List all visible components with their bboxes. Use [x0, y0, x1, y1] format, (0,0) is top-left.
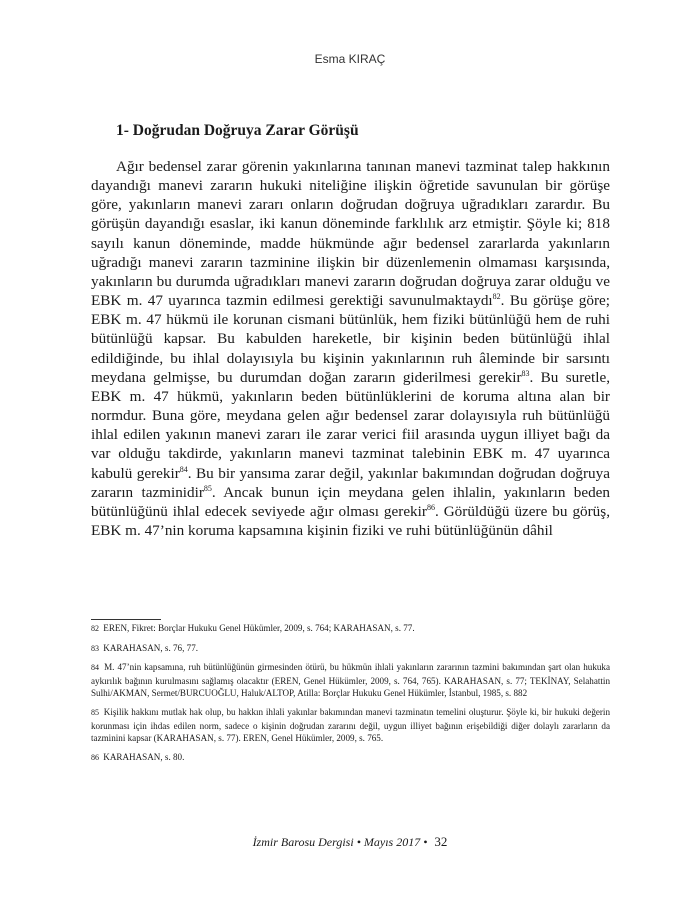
- text-run: Ağır bedensel zarar görenin yakınlarına tanınan manevi tazminat talep hakkının dayandığı manevi zararın hukuki niteliğine ilişkin öğretide savunulan bir görüşe göre, yakınların manevi zararı onların doğrudan doğruya uğradıkları zarardır. Bu görüşün dayandığı esaslar, iki kanun döneminde farklılık arz etmiştir. Şöyle ki; 818 sayılı kanun döneminde, madde hükmünde ağır bedensel zararlarda yakınların uğradığı manevi zararın tazminine ilişkin bir düzenlemenin olmaması karşısında, yakınların bu durumda uğradıkları manevi zararın doğrudan doğruya zarar olduğu ve EBK m. 47 uyarınca tazmin edilmesi gerektiği savunulmaktaydı: [91, 158, 610, 310]
- footnote-number: 85: [91, 707, 99, 717]
- text-run: . Bu görüşe göre; EBK m. 47 hükmü ile korunan cismani bütünlük, hem fiziki bütünlüğü hem de ruhi bütünlüğü kapsar. Bu kabulden hareketle, bir kişinin beden bütünlüğü ihlal edildiğinde, bu ihlal dolayısıyla bu kişinin yakınlarının ruh âleminde bir sarsıntı meydana gelmişse, bu durumdan doğan zararın giderilmesi gerekir: [91, 292, 610, 386]
- footnote-84: [91, 661, 610, 700]
- footnote-85: [91, 706, 610, 745]
- text-run: . Ancak bunun için meydana gelen ihlalin, yakınların beden bütünlüğünü ihlal edecek seviyede ağır olması gerekir: [91, 483, 611, 520]
- footer-separator: •: [420, 835, 431, 849]
- footnote-number: 84: [91, 663, 99, 673]
- footnote-86: [91, 751, 610, 765]
- text-run: . Bu suretle, EBK m. 47 hükmü, yakınların beden bütünlüklerini de koruma altına alan bir normdur. Buna göre, meydana gelen ağır bedensel zarar dolayısıyla ruh bütünlüğü ihlal edilen yakının manevi zararı ile zarar verici fiil arasında uygun illiyet bağı da var olduğu takdirde, yakınların manevi tazminat talebinin EBK m. 47 uyarınca kabulü gerekir: [91, 368, 610, 482]
- header-author: Esma KIRAÇ: [314, 52, 386, 66]
- text-run: . Görüldüğü üzere bu görüş, EBK m. 47’nin koruma kapsamına kişinin fiziki ve ruhi bütünlüğünün dâhil: [91, 502, 610, 539]
- footnote-ref-85[interactable]: 85: [203, 483, 212, 493]
- footer-separator: •: [353, 835, 364, 849]
- footnote-ref-82[interactable]: 82: [492, 292, 501, 302]
- footnote-ref-86[interactable]: 86: [426, 502, 435, 512]
- text-run: . Bu bir yansıma zarar değil, yakınlar bakımından doğrudan doğruya zararın tazminidir: [91, 464, 610, 501]
- body-paragraph: [91, 157, 610, 540]
- footnote-divider: [91, 619, 161, 620]
- section-title: 1- Doğrudan Doğruya Zarar Görüşü: [116, 122, 359, 139]
- footnote-number: 83: [91, 643, 99, 653]
- page-number: 32: [434, 834, 448, 849]
- running-header: [0, 52, 700, 66]
- footnote-text: Kişilik hakkını mutlak hak olup, bu hakkın ihlali yakınlar bakımından manevi tazminatın temelini oluşturur. Şöyle ki, bir hukuki değerin korunması için ihdas edilen norm, sadece o kişinin doğrudan zararını değil, uygun illiyet bağının erişebildiği diğer dolaylı zararların da tazminini kapsar (KARAHASAN, s. 77). EREN, Genel Hükümler, 2009, s. 765.: [91, 706, 610, 744]
- footnote-number: 82: [91, 624, 99, 633]
- footnote-text: KARAHASAN, s. 76, 77.: [103, 642, 199, 653]
- journal-name: İzmir Barosu Dergisi: [252, 835, 354, 849]
- footnote-text: EREN, Fikret: Borçlar Hukuku Genel Hükümler, 2009, s. 764; KARAHASAN, s. 77.: [103, 623, 415, 633]
- footnote-text: M. 47’nin kapsamına, ruh bütünlüğünün girmesinden ötürü, bu hükmün ihlali yakınların zararının tazmini bakımından şart olan hukuka aykırılık bağının kurulmasını sağlamış olacaktır (EREN, Genel Hükümler, 2009, s. 764, 765). KARAHASAN, s. 77; TEKİNAY, Selahattin Sulhi/AKMAN, Sermet/BURCUOĞLU, Haluk/ALTOP, Atilla: Borçlar Hukuku Genel Hükümler, İstanbul, 1985, s. 882: [91, 662, 610, 699]
- paragraph-text: [91, 157, 610, 540]
- footnotes: [91, 622, 610, 770]
- footnote-ref-83[interactable]: 83: [521, 368, 530, 378]
- footnote-83: [91, 642, 610, 656]
- footnote-ref-84[interactable]: 84: [179, 464, 188, 474]
- footnote-number: 86: [91, 752, 99, 762]
- issue-date: Mayıs 2017: [363, 835, 421, 849]
- page-footer: [0, 834, 700, 850]
- footnote-82: [91, 622, 610, 636]
- footnote-text: KARAHASAN, s. 80.: [103, 751, 185, 762]
